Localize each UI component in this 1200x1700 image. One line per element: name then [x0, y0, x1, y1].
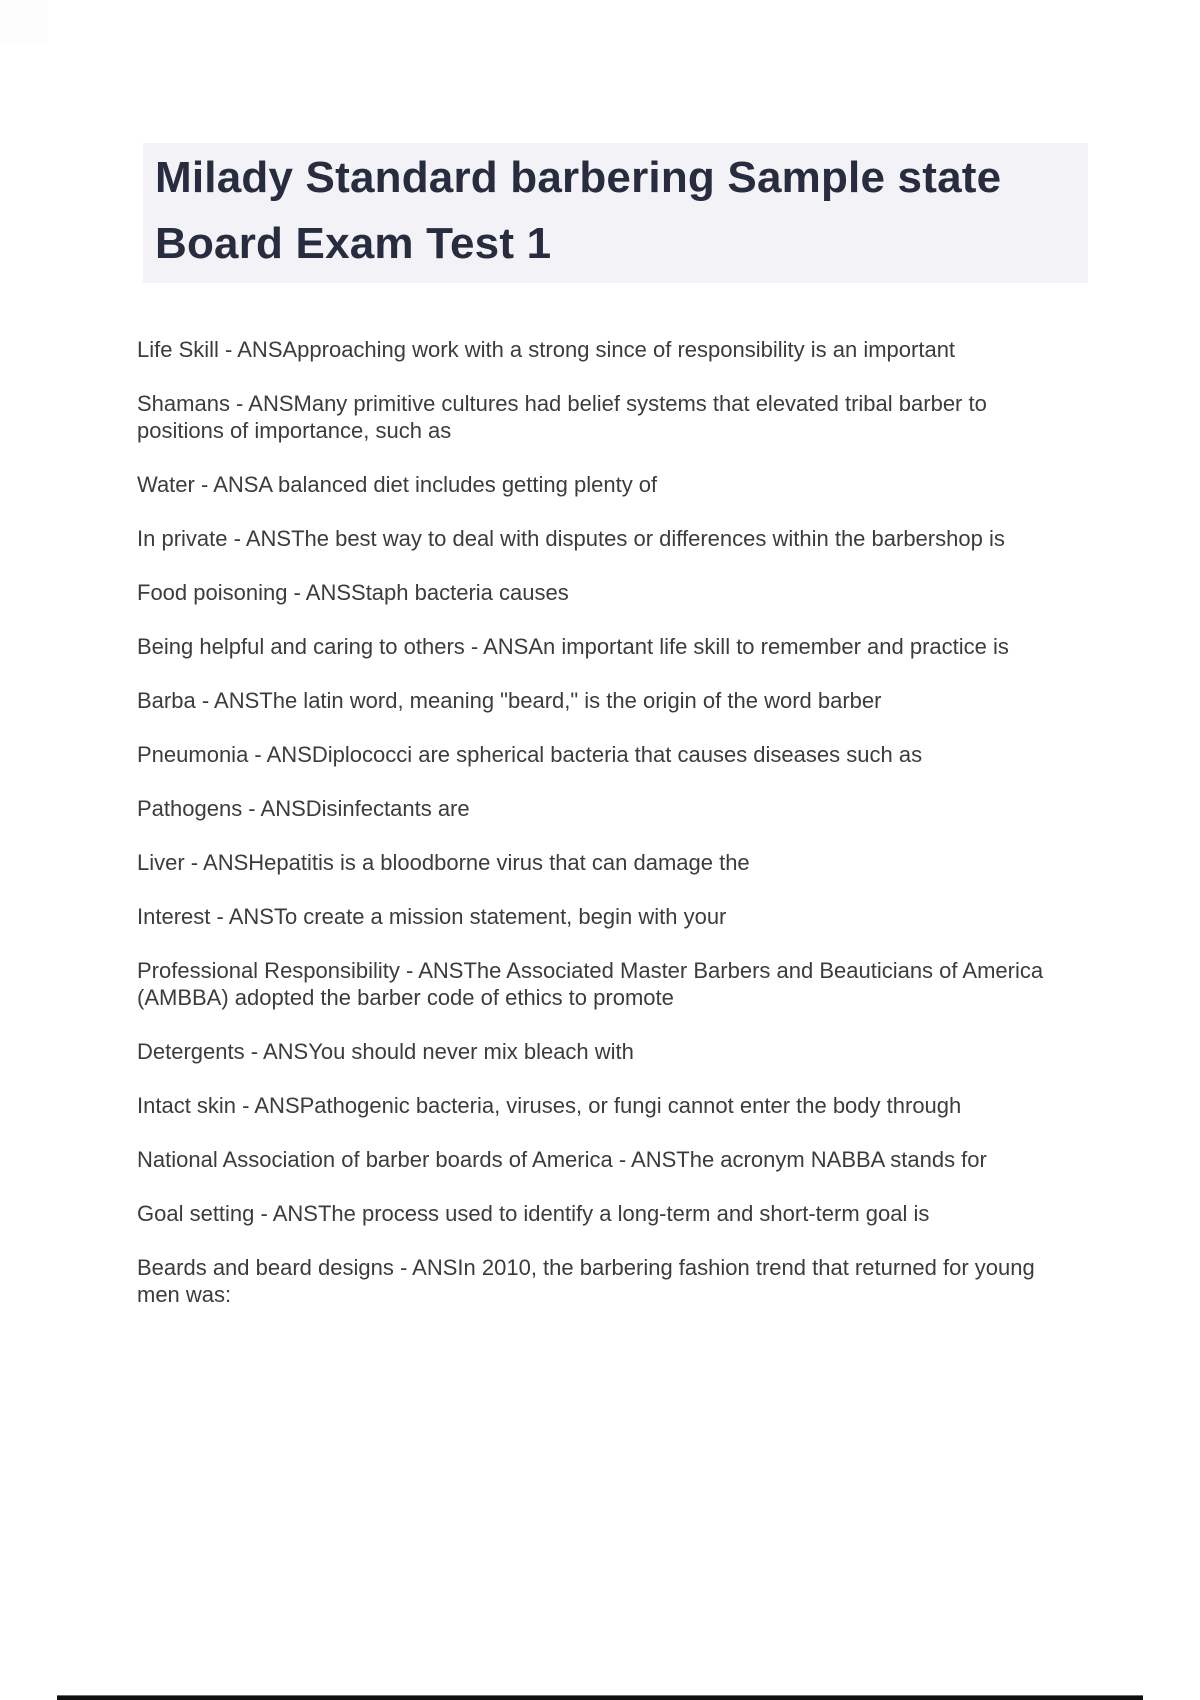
qa-paragraph	[137, 957, 1087, 1011]
qa-paragraph-line: Liver - ANSHepatitis is a bloodborne virus that can damage the	[137, 850, 750, 875]
qa-paragraph	[137, 741, 1087, 768]
qa-paragraph-line: positions of importance, such as	[137, 418, 452, 443]
qa-paragraph-line: Barba - ANSThe latin word, meaning "beard," is the origin of the word barber	[137, 688, 882, 713]
qa-paragraph-line: Beards and beard designs - ANSIn 2010, the barbering fashion trend that returned for young	[137, 1255, 1035, 1280]
qa-paragraph-line: Life Skill - ANSApproaching work with a strong since of responsibility is an important	[137, 337, 956, 362]
qa-paragraph	[137, 795, 1087, 822]
qa-paragraph-line: Intact skin - ANSPathogenic bacteria, viruses, or fungi cannot enter the body through	[137, 1093, 962, 1118]
qa-paragraph-line: Food poisoning - ANSStaph bacteria causes	[137, 580, 569, 605]
page-corner-artifact	[0, 0, 48, 44]
qa-paragraph-line: Pneumonia - ANSDiplococci are spherical bacteria that causes diseases such as	[137, 742, 923, 767]
qa-paragraph	[137, 1254, 1087, 1308]
bottom-page-rule	[57, 1695, 1143, 1700]
qa-paragraph-line: Water - ANSA balanced diet includes getting plenty of	[137, 472, 658, 497]
qa-paragraph	[137, 1146, 1087, 1173]
qa-paragraph	[137, 1038, 1087, 1065]
qa-list	[137, 336, 1087, 1335]
qa-paragraph	[137, 525, 1087, 552]
qa-paragraph	[137, 633, 1087, 660]
qa-paragraph	[137, 336, 1087, 363]
qa-paragraph	[137, 687, 1087, 714]
qa-paragraph	[137, 903, 1087, 930]
qa-paragraph-line: Being helpful and caring to others - ANSAn important life skill to remember and practice is	[137, 634, 1009, 659]
qa-paragraph-line: Interest - ANSTo create a mission statement, begin with your	[137, 904, 727, 929]
qa-paragraph-line: Detergents - ANSYou should never mix bleach with	[137, 1039, 634, 1064]
qa-paragraph-line: In private - ANSThe best way to deal with disputes or differences within the barbershop is	[137, 526, 1005, 551]
qa-paragraph-line: (AMBBA) adopted the barber code of ethics to promote	[137, 985, 674, 1010]
qa-paragraph	[137, 1200, 1087, 1227]
qa-paragraph	[137, 390, 1087, 444]
qa-paragraph-line: Goal setting - ANSThe process used to identify a long-term and short-term goal is	[137, 1201, 930, 1226]
page-title-line-2: Board Exam Test 1	[155, 219, 552, 268]
qa-paragraph-line: Professional Responsibility - ANSThe Associated Master Barbers and Beauticians of America	[137, 958, 1044, 983]
qa-paragraph	[137, 471, 1087, 498]
page-title-line-1: Milady Standard barbering Sample state	[155, 153, 1002, 202]
title-block	[143, 143, 1088, 283]
qa-paragraph-line: Shamans - ANSMany primitive cultures had belief systems that elevated tribal barber to	[137, 391, 987, 416]
qa-paragraph-line: National Association of barber boards of America - ANSThe acronym NABBA stands for	[137, 1147, 987, 1172]
page-title	[155, 145, 1074, 277]
qa-paragraph-line: Pathogens - ANSDisinfectants are	[137, 796, 470, 821]
qa-paragraph	[137, 849, 1087, 876]
qa-paragraph	[137, 1092, 1087, 1119]
qa-paragraph-line: men was:	[137, 1282, 232, 1307]
qa-paragraph	[137, 579, 1087, 606]
